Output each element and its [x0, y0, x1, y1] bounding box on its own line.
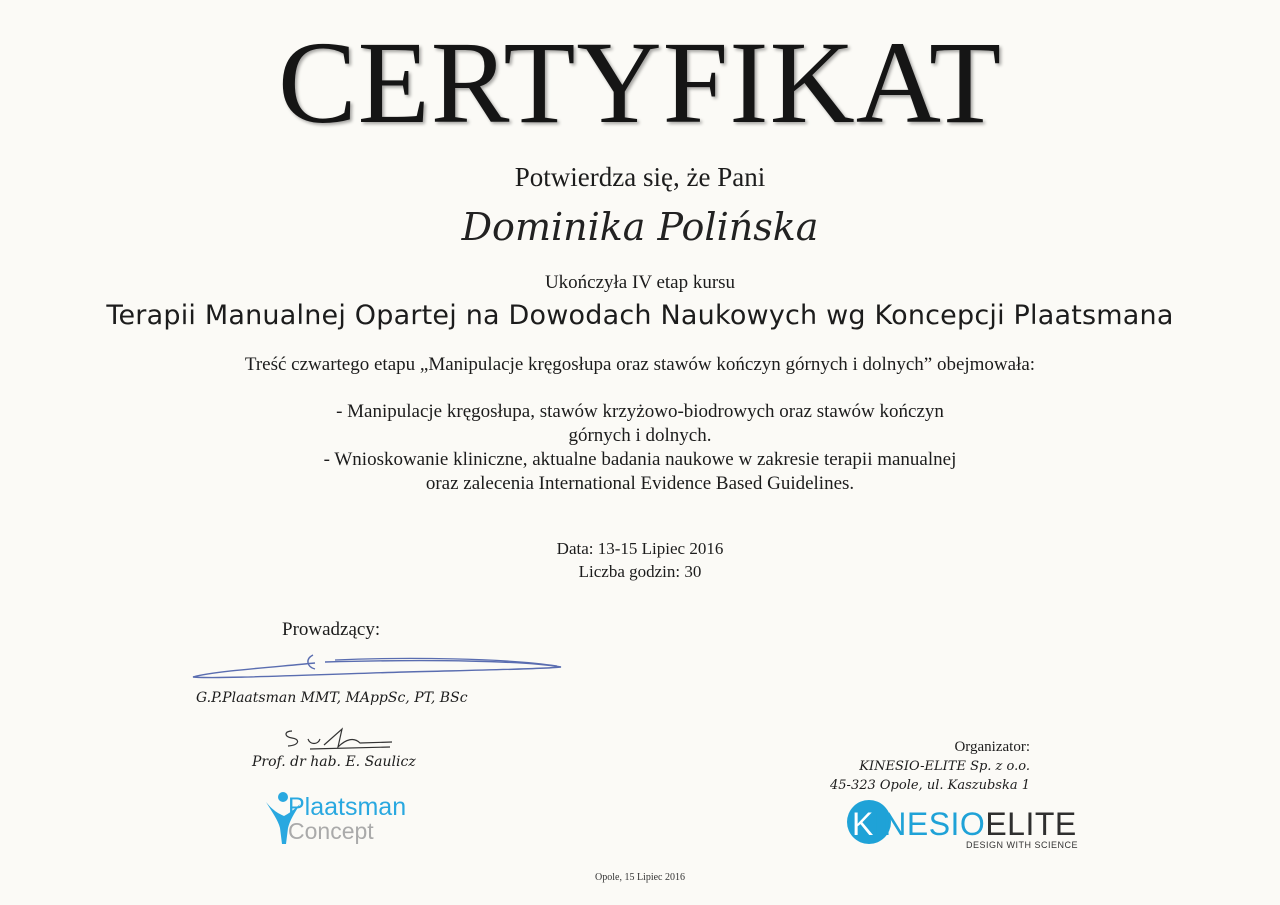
kinesio-elite-wordmark: [852, 806, 1077, 843]
signature-2-image: [280, 725, 420, 755]
content-list: [240, 400, 1040, 496]
kinesio-logo-part2: ELITE: [985, 806, 1077, 842]
kinesio-logo-letter: K: [852, 806, 874, 842]
organizer-block: [830, 738, 1030, 795]
list-item: - Manipulacje kręgosłupa, stawów krzyżowo-biodrowych oraz stawów kończyn: [336, 401, 944, 422]
recipient-name: Dominika Polińska: [461, 205, 819, 249]
kinesio-tagline: DESIGN WITH SCIENCE: [966, 840, 1079, 850]
content-intro: Treść czwartego etapu „Manipulacje kręgosłupa oraz stawów kończyn górnych i dolnych” obejmowała:: [244, 354, 1036, 375]
stage-line: Ukończyła IV etap kursu: [544, 272, 736, 293]
course-name: Terapii Manualnej Opartej na Dowodach Naukowych wg Koncepcji Plaatsmana: [106, 300, 1174, 331]
lecturer-2: Prof. dr hab. E. Saulicz: [252, 754, 416, 770]
plaatsman-logo-line1: Plaatsman: [288, 793, 407, 821]
list-item: oraz zalecenia International Evidence Based Guidelines.: [425, 473, 855, 494]
lecturers-label: Prowadzący:: [282, 619, 381, 640]
organizer-company: KINESIO-ELITE Sp. z o.o.: [859, 759, 1030, 774]
organizer-address: 45-323 Opole, ul. Kaszubska 1: [830, 778, 1030, 793]
footer-place-date: Opole, 15 Lipiec 2016: [595, 872, 685, 883]
lecturer-1: G.P.Plaatsman MMT, MAppSc, PT, BSc: [196, 690, 468, 706]
certificate-title: CERTYFIKAT: [277, 17, 1003, 148]
list-item: - Wnioskowanie kliniczne, aktualne badania naukowe w zakresie terapii manualnej: [323, 449, 957, 470]
plaatsman-logo-line2: Concept: [288, 818, 374, 844]
hours-line: Liczba godzin: 30: [578, 562, 702, 581]
kinesio-logo-part1: INESIO: [873, 806, 986, 842]
list-item: górnych i dolnych.: [568, 425, 712, 446]
organizer-label: Organizator:: [954, 739, 1030, 755]
date-line: Data: 13-15 Lipiec 2016: [556, 539, 724, 558]
course-info: [0, 537, 1280, 583]
signature-1-image: [185, 645, 565, 690]
confirmation-line: Potwierdza się, że Pani: [514, 162, 766, 192]
